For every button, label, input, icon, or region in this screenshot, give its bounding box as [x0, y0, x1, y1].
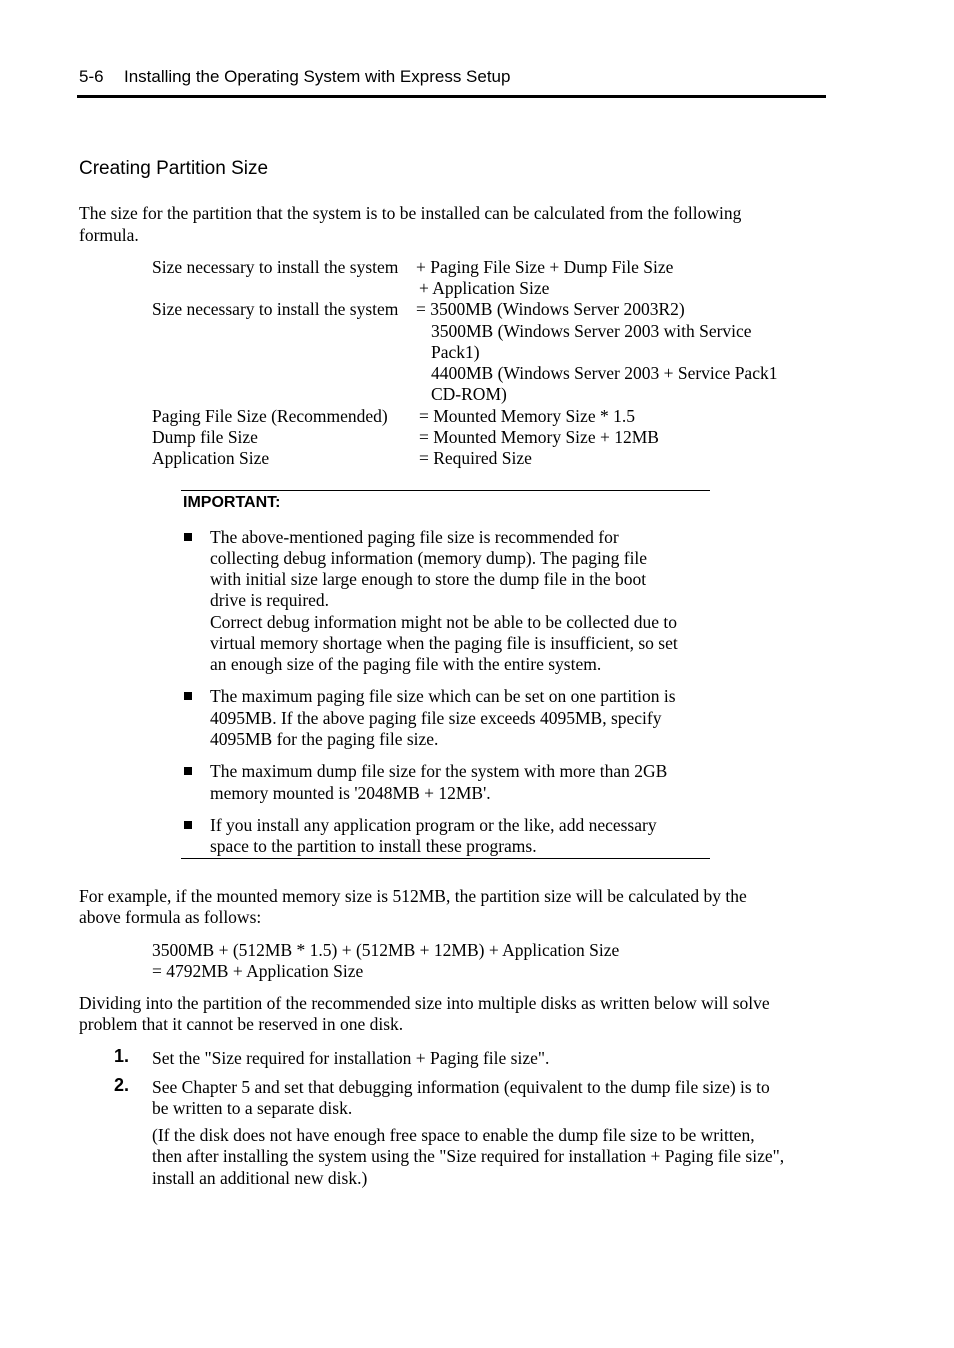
formula-row-left: Dump file Size — [152, 427, 258, 447]
important-item-line: The maximum dump file size for the system with more than 2GB — [210, 761, 668, 781]
important-item-line: drive is required. — [210, 590, 330, 610]
bullet-square-icon — [184, 767, 192, 775]
important-top-rule — [181, 490, 710, 491]
formula-line3-left: Size necessary to install the system — [152, 299, 399, 319]
step-text: be written to a separate disk. — [152, 1098, 353, 1118]
dividing-line-2: problem that it cannot be reserved in one disk. — [79, 1014, 404, 1034]
note-line-2: then after installing the system using the "Size required for installation + Paging file size", — [152, 1146, 785, 1166]
example-calc-2: = 4792MB + Application Size — [152, 961, 364, 981]
header-rule — [77, 95, 826, 98]
important-item-line: virtual memory shortage when the paging file is insufficient, so set — [210, 633, 678, 653]
bullet-square-icon — [184, 821, 192, 829]
note-line-3: install an additional new disk.) — [152, 1168, 368, 1188]
header-title: Installing the Operating System with Express Setup — [124, 67, 511, 86]
formula-line6: 4400MB (Windows Server 2003 + Service Pack1 — [431, 363, 778, 383]
important-item-line: memory mounted is '2048MB + 12MB'. — [210, 783, 491, 803]
bullet-square-icon — [184, 692, 192, 700]
formula-line1-right: + Paging File Size + Dump File Size — [416, 257, 674, 277]
formula-line4: 3500MB (Windows Server 2003 with Service — [431, 321, 752, 341]
important-item-line: The above-mentioned paging file size is recommended for — [210, 527, 619, 547]
important-label: IMPORTANT: — [183, 494, 281, 511]
important-item-line: 4095MB. If the above paging file size exceeds 4095MB, specify — [210, 708, 662, 728]
formula-row-right: = Required Size — [419, 448, 532, 468]
dividing-line-1: Dividing into the partition of the recommended size into multiple disks as written below will solve — [79, 993, 770, 1013]
intro-line-1: The size for the partition that the system is to be installed can be calculated from the following — [79, 203, 742, 223]
step-text: See Chapter 5 and set that debugging information (equivalent to the dump file size) is to — [152, 1077, 770, 1097]
important-bottom-rule — [181, 858, 710, 859]
important-item-line: 4095MB for the paging file size. — [210, 729, 439, 749]
intro-line-2: formula. — [79, 225, 139, 245]
important-item-line: The maximum paging file size which can be set on one partition is — [210, 686, 676, 706]
formula-row-right: = Mounted Memory Size + 12MB — [419, 427, 659, 447]
important-item-line: collecting debug information (memory dump). The paging file — [210, 548, 648, 568]
formula-line7: CD-ROM) — [431, 384, 507, 404]
formula-line5: Pack1) — [431, 342, 480, 362]
important-item-line: Correct debug information might not be able to be collected due to — [210, 612, 678, 632]
example-line-2: above formula as follows: — [79, 907, 262, 927]
formula-line3-right: = 3500MB (Windows Server 2003R2) — [416, 299, 685, 319]
formula-row-right: = Mounted Memory Size * 1.5 — [419, 406, 635, 426]
formula-row-left: Application Size — [152, 448, 270, 468]
formula-row-left: Paging File Size (Recommended) — [152, 406, 388, 426]
bullet-square-icon — [184, 533, 192, 541]
formula-line2-right: + Application Size — [419, 278, 550, 298]
note-line-1: (If the disk does not have enough free space to enable the dump file size to be written, — [152, 1125, 755, 1145]
formula-line1-left: Size necessary to install the system — [152, 257, 399, 277]
section-title: Creating Partition Size — [79, 158, 269, 179]
example-calc-1: 3500MB + (512MB * 1.5) + (512MB + 12MB) + Application Size — [152, 940, 620, 960]
important-item-line: with initial size large enough to store the dump file in the boot — [210, 569, 647, 589]
important-item-line: space to the partition to install these programs. — [210, 836, 537, 856]
important-item-line: an enough size of the paging file with the entire system. — [210, 654, 602, 674]
step-number: 1. — [114, 1046, 130, 1066]
example-line-1: For example, if the mounted memory size is 512MB, the partition size will be calculated by the — [79, 886, 747, 906]
step-number: 2. — [114, 1075, 130, 1095]
important-item-line: If you install any application program or the like, add necessary — [210, 815, 657, 835]
header-page-number: 5-6 — [79, 67, 104, 86]
step-text: Set the "Size required for installation + Paging file size". — [152, 1048, 550, 1068]
